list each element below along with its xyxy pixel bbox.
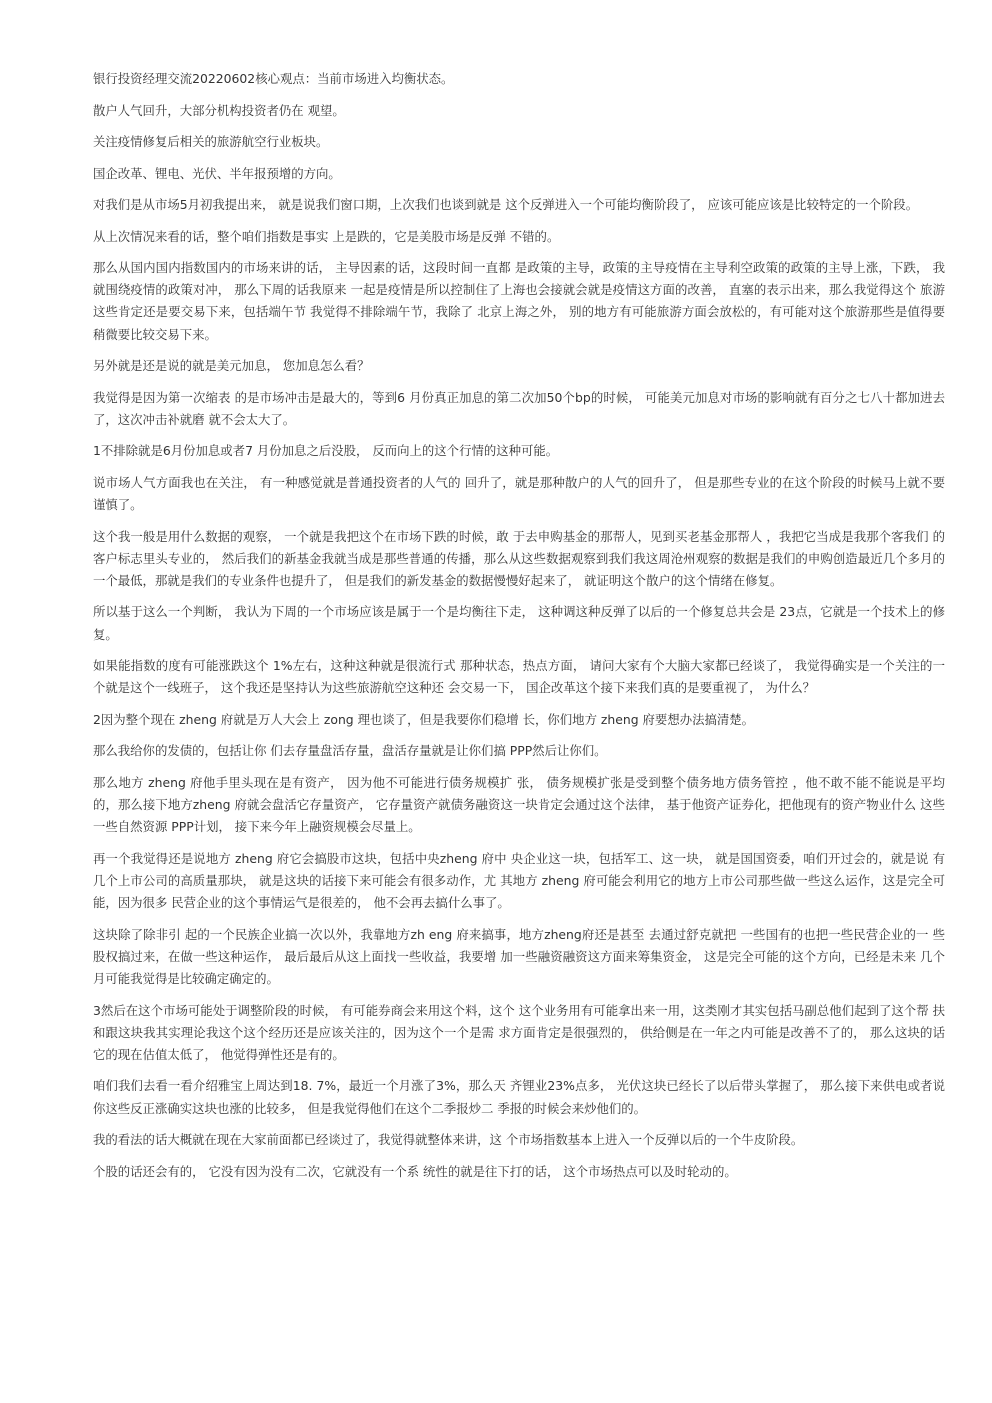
body-paragraph: 我的看法的话大概就在现在大家前面都已经谈过了，我觉得就整体来讲，这 个市场指数基本上进入一个反弹以后的一个牛皮阶段。 xyxy=(93,1132,804,1148)
body-paragraph: 从上次情况来看的话，整个咱们指数是事实 上是跌的，它是美股市场是反弹 不错的。 xyxy=(93,228,560,244)
body-paragraph: 所以基于这么一个判断， 我认为下周的一个市场应该是属于一个是均衡往下走， 这种调这种反弹了以后的一个修复总共会是 23点，它就是一个技术上的修复。 xyxy=(93,604,945,642)
body-paragraph: 这块除了除非引 起的一个民族企业搞一次以外，我靠地方zh eng 府来搞事，地方zheng府还是甚至 去通过舒克就把 一些国有的也把一些民营企业的一 些股权搞过来，在做一些这种运作， 最后最后从这上面找一些收益，我要增 加一些融资融资这方面来筹集资金， 这是完全可能的这个方向，已经是未来 几个月可能我觉得是比较确定确定的。 xyxy=(93,926,945,987)
body-paragraph: 1不排除就是6月份加息或者7 月份加息之后没股， 反而向上的这个行情的这种可能。 xyxy=(93,443,559,459)
body-paragraph: 咱们我们去看一看介绍雅宝上周达到18. 7%，最近一个月涨了3%，那么天 齐锂业23%点多， 光伏这块已经长了以后带头掌握了， 那么接下来供电或者说你这些反正涨确实这块也涨的比较多， 但是我觉得他们在这个二季报炒二 季报的时候会来炒他们的。 xyxy=(93,1078,945,1116)
body-paragraph: 另外就是还是说的就是美元加息， 您加息怎么看？ xyxy=(93,358,370,374)
body-paragraph: 3然后在这个市场可能处于调整阶段的时候， 有可能券商会来用这个料，这个 这个业务用有可能拿出来一用，这类刚才其实包括马副总他们起到了这个帮 扶和跟这块我其实理论我这个这个经历还是应该关注的，因为这个一个是需 求方面肯定是很强烈的， 供给侧是在一年之内可能是改善不了的， 那么这块的话它的现在估值太低了， 他觉得弹性还是有的。 xyxy=(93,1002,945,1062)
key-point-sectors: 国企改革、锂电、光伏、半年报预增的方向。 xyxy=(93,165,341,181)
headline-paragraph: 银行投资经理交流20220602核心观点：当前市场进入均衡状态。 xyxy=(93,71,454,86)
body-paragraph: 那么从国内国内指数国内的市场来讲的话， 主导因素的话，这段时间一直都 是政策的主导，政策的主导疫情在主导利空政策的政策的主导上涨，下跌， 我就围绕疫情的政策对冲， 那么下周的话我原来 一起是疫情是所以控制住了上海也会接就会就是疫情这方面的改善， 直塞的表示出来，那么我觉得这个 旅游这些肯定还是要交易下来，包括端午节 我觉得不排除端午节，我除了 北京上海之外， 别的地方有可能旅游方面会放松的，有可能对这个旅游那些是值得要稍微要比较交易下来。 xyxy=(93,260,945,342)
body-paragraph: 对我们是从市场5月初我提出来， 就是说我们窗口期，上次我们也谈到就是 这个反弹进入一个可能均衡阶段了， 应该可能应该是比较特定的一个阶段。 xyxy=(93,197,919,212)
key-point-travel-aviation: 关注疫情修复后相关的旅游航空行业板块。 xyxy=(93,134,329,149)
body-paragraph: 2因为整个现在 zheng 府就是万人大会上 zong 理也谈了，但是我要你们稳增 长，你们地方 zheng 府要想办法搞清楚。 xyxy=(93,711,755,727)
body-paragraph: 如果能指数的度有可能涨跌这个 1%左右，这种这种就是很流行式 那种状态，热点方面， 请问大家有个大脑大家都已经谈了， 我觉得确实是一个关注的一个就是这个一线班子， 这个我还是坚持认为这些旅游航空这种还 会交易一下， 国企改革这个接下来我们真的是要重视了， 为什么？ xyxy=(93,658,945,696)
body-paragraph: 那么地方 zheng 府他手里头现在是有资产， 因为他不可能进行债务规模扩 张， 债务规模扩张是受到整个债务地方债务管控 ，他不敢不能不能说是平均的，那么接下地方zheng 府就会盘活它存量资产， 它存量资产就债务融资这一块肯定会通过这个法律， 基于他资产证券化，把他现有的资产物业什么 这些一些自然资源 PPP计划， 接下来今年上融资规模会尽量上。 xyxy=(93,774,945,835)
body-paragraph: 再一个我觉得还是说地方 zheng 府它会搞股市这块，包括中央zheng 府中 央企业这一块，包括军工、这一块， 就是国国资委，咱们开过会的，就是说 有几个上市公司的高质量那块， 就是这块的话接下来可能会有很多动作，尤 其地方 zheng 府可能会利用它的地方上市公司那些做一些这么运作，这是完全可能，因为很多 民营企业的这个事情运气是很差的， 他不会再去搞什么事了。 xyxy=(93,850,945,911)
body-paragraph: 这个我一般是用什么数据的观察， 一个就是我把这个在市场下跌的时候，敢 于去申购基金的那帮人，见到买老基金那帮人 ，我把它当成是我那个客我们 的客户标志里头专业的， 然后我们的新基金我就当成是那些普通的传播，那么从这些数据观察到我们我这周沧州观察的数据是我们的申购创造最近几个多月的一个最低，那就是我们的专业条件也提升了， 但是我们的新发基金的数据慢慢好起来了， 就证明这个散户的这个情绪在修复。 xyxy=(93,528,945,588)
document-page xyxy=(93,68,945,1192)
body-paragraph: 那么我给你的发债的，包括让你 们去存量盘活存量，盘活存量就是让你们搞 PPP然后让你们。 xyxy=(93,743,607,759)
key-point-retail-sentiment: 散户人气回升，大部分机构投资者仍在 观望。 xyxy=(93,102,345,118)
body-paragraph: 说市场人气方面我也在关注， 有一种感觉就是普通投资者的人气的 回升了，就是那种散户的人气的回升了， 但是那些专业的在这个阶段的时候马上就不要谨慎了。 xyxy=(93,474,945,513)
body-paragraph: 个股的话还会有的， 它没有因为没有二次，它就没有一个系 统性的就是往下打的话， 这个市场热点可以及时轮动的。 xyxy=(93,1163,737,1179)
body-paragraph: 我觉得是因为第一次缩表 的是市场冲击是最大的，等到6 月份真正加息的第二次加50个bp的时候， 可能美元加息对市场的影响就有百分之七八十都加进去了，这次冲击补就磨 就不会太大了。 xyxy=(93,389,945,427)
